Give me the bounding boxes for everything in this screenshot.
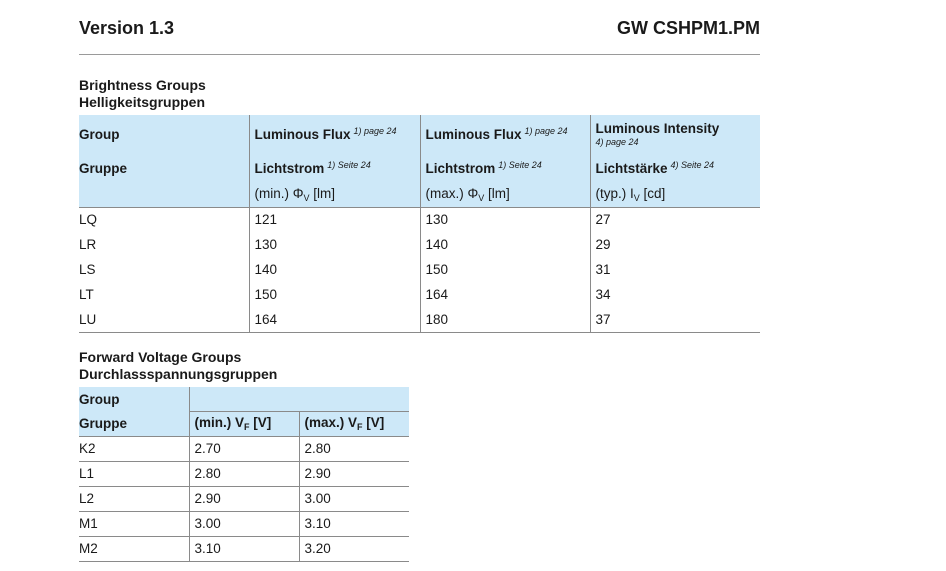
intensity-value: 37 (590, 307, 760, 332)
intensity-value: 29 (590, 232, 760, 257)
table-row (79, 486, 409, 511)
group-code: LT (79, 287, 94, 302)
brightness-groups-table (79, 115, 760, 333)
forward-title-de: Durchlassspannungsgruppen (79, 366, 278, 382)
vf-min-value: 2.80 (189, 461, 299, 486)
flux-max-value: 150 (420, 257, 590, 282)
page-header (79, 18, 760, 55)
forward-title-en: Forward Voltage Groups (79, 349, 242, 365)
forward-voltage-section-title (79, 349, 277, 383)
forward-header-row-en (79, 387, 409, 411)
col-flux-max-en: Luminous Flux $^{1) page 24}$ (420, 115, 590, 153)
unit-flux-min: (min.) $\Phi_V$ [lm] (249, 183, 420, 207)
flux-min-value: 121 (249, 207, 420, 232)
col-vf-min: (min.) $V_F$ [V] (189, 411, 299, 436)
col-group-en: Group (79, 115, 249, 153)
flux-min-value: 164 (249, 307, 420, 332)
flux-min-value: 150 (249, 282, 420, 307)
intensity-value: 31 (590, 257, 760, 282)
group-code: K2 (79, 436, 189, 461)
col-flux-min-de: Lichtstrom $^{1) Seite 24}$ (249, 153, 420, 183)
flux-max-value: 140 (420, 232, 590, 257)
vf-max-value: 3.10 (299, 511, 409, 536)
intensity-value: 27 (590, 207, 760, 232)
table-row (79, 461, 409, 486)
group-code: LQ (79, 212, 98, 228)
col-flux-max-de: Lichtstrom $^{1) Seite 24}$ (420, 153, 590, 183)
col-group-de: Gruppe (79, 411, 189, 436)
group-code: LU (79, 307, 249, 332)
unit-intensity: (typ.) $I_V$ [cd] (590, 183, 760, 207)
col-vf-max: (max.) $V_F$ [V] (299, 411, 409, 436)
document-version: Version 1.3 (79, 18, 175, 38)
vf-max-value: 3.00 (299, 486, 409, 511)
intensity-value: 34 (590, 282, 760, 307)
vf-max-value: 2.80 (299, 436, 409, 461)
group-code: M2 (79, 536, 189, 561)
table-row (79, 307, 760, 332)
group-code: LR (79, 237, 97, 252)
table-row (79, 536, 409, 561)
table-row (79, 207, 760, 232)
flux-min-value: 130 (249, 232, 420, 257)
table-row (79, 282, 760, 307)
col-group-de: Gruppe (79, 153, 249, 183)
brightness-header-row-de (79, 153, 760, 183)
group-code: L1 (79, 461, 189, 486)
group-code: M1 (79, 511, 189, 536)
brightness-header-row-en (79, 115, 760, 153)
flux-max-value: 164 (420, 282, 590, 307)
brightness-section-title (79, 77, 206, 111)
col-group-en: Group (79, 387, 189, 411)
vf-min-value: 2.70 (189, 436, 299, 461)
table-row (79, 232, 760, 257)
brightness-unit-row (79, 183, 760, 207)
vf-max-value: 3.20 (299, 536, 409, 561)
col-intensity-en: Luminous Intensity 4) page 24 (590, 115, 760, 153)
table-row (79, 257, 760, 282)
flux-min-value: 140 (249, 257, 420, 282)
table-row (79, 511, 409, 536)
brightness-title-en: Brightness Groups (79, 77, 206, 93)
unit-flux-max: (max.) $\Phi_V$ [lm] (420, 183, 590, 207)
col-intensity-de: Lichtstärke $^{4) Seite 24}$ (590, 153, 760, 183)
vf-max-value: 2.90 (299, 461, 409, 486)
brightness-title-de: Helligkeitsgruppen (79, 94, 206, 110)
vf-min-value: 3.10 (189, 536, 299, 561)
vf-min-value: 3.00 (189, 511, 299, 536)
vf-min-value: 2.90 (189, 486, 299, 511)
part-number: GW CSHPM1.PM (616, 18, 760, 38)
flux-max-value: 180 (420, 307, 590, 332)
table-row (79, 436, 409, 461)
forward-header-row-de (79, 411, 409, 436)
group-code: LS (79, 262, 96, 277)
flux-max-value: 130 (420, 207, 590, 232)
group-code: L2 (79, 486, 189, 511)
col-flux-min-en: Luminous Flux $^{1) page 24}$ (249, 115, 420, 153)
forward-voltage-table (79, 387, 409, 562)
